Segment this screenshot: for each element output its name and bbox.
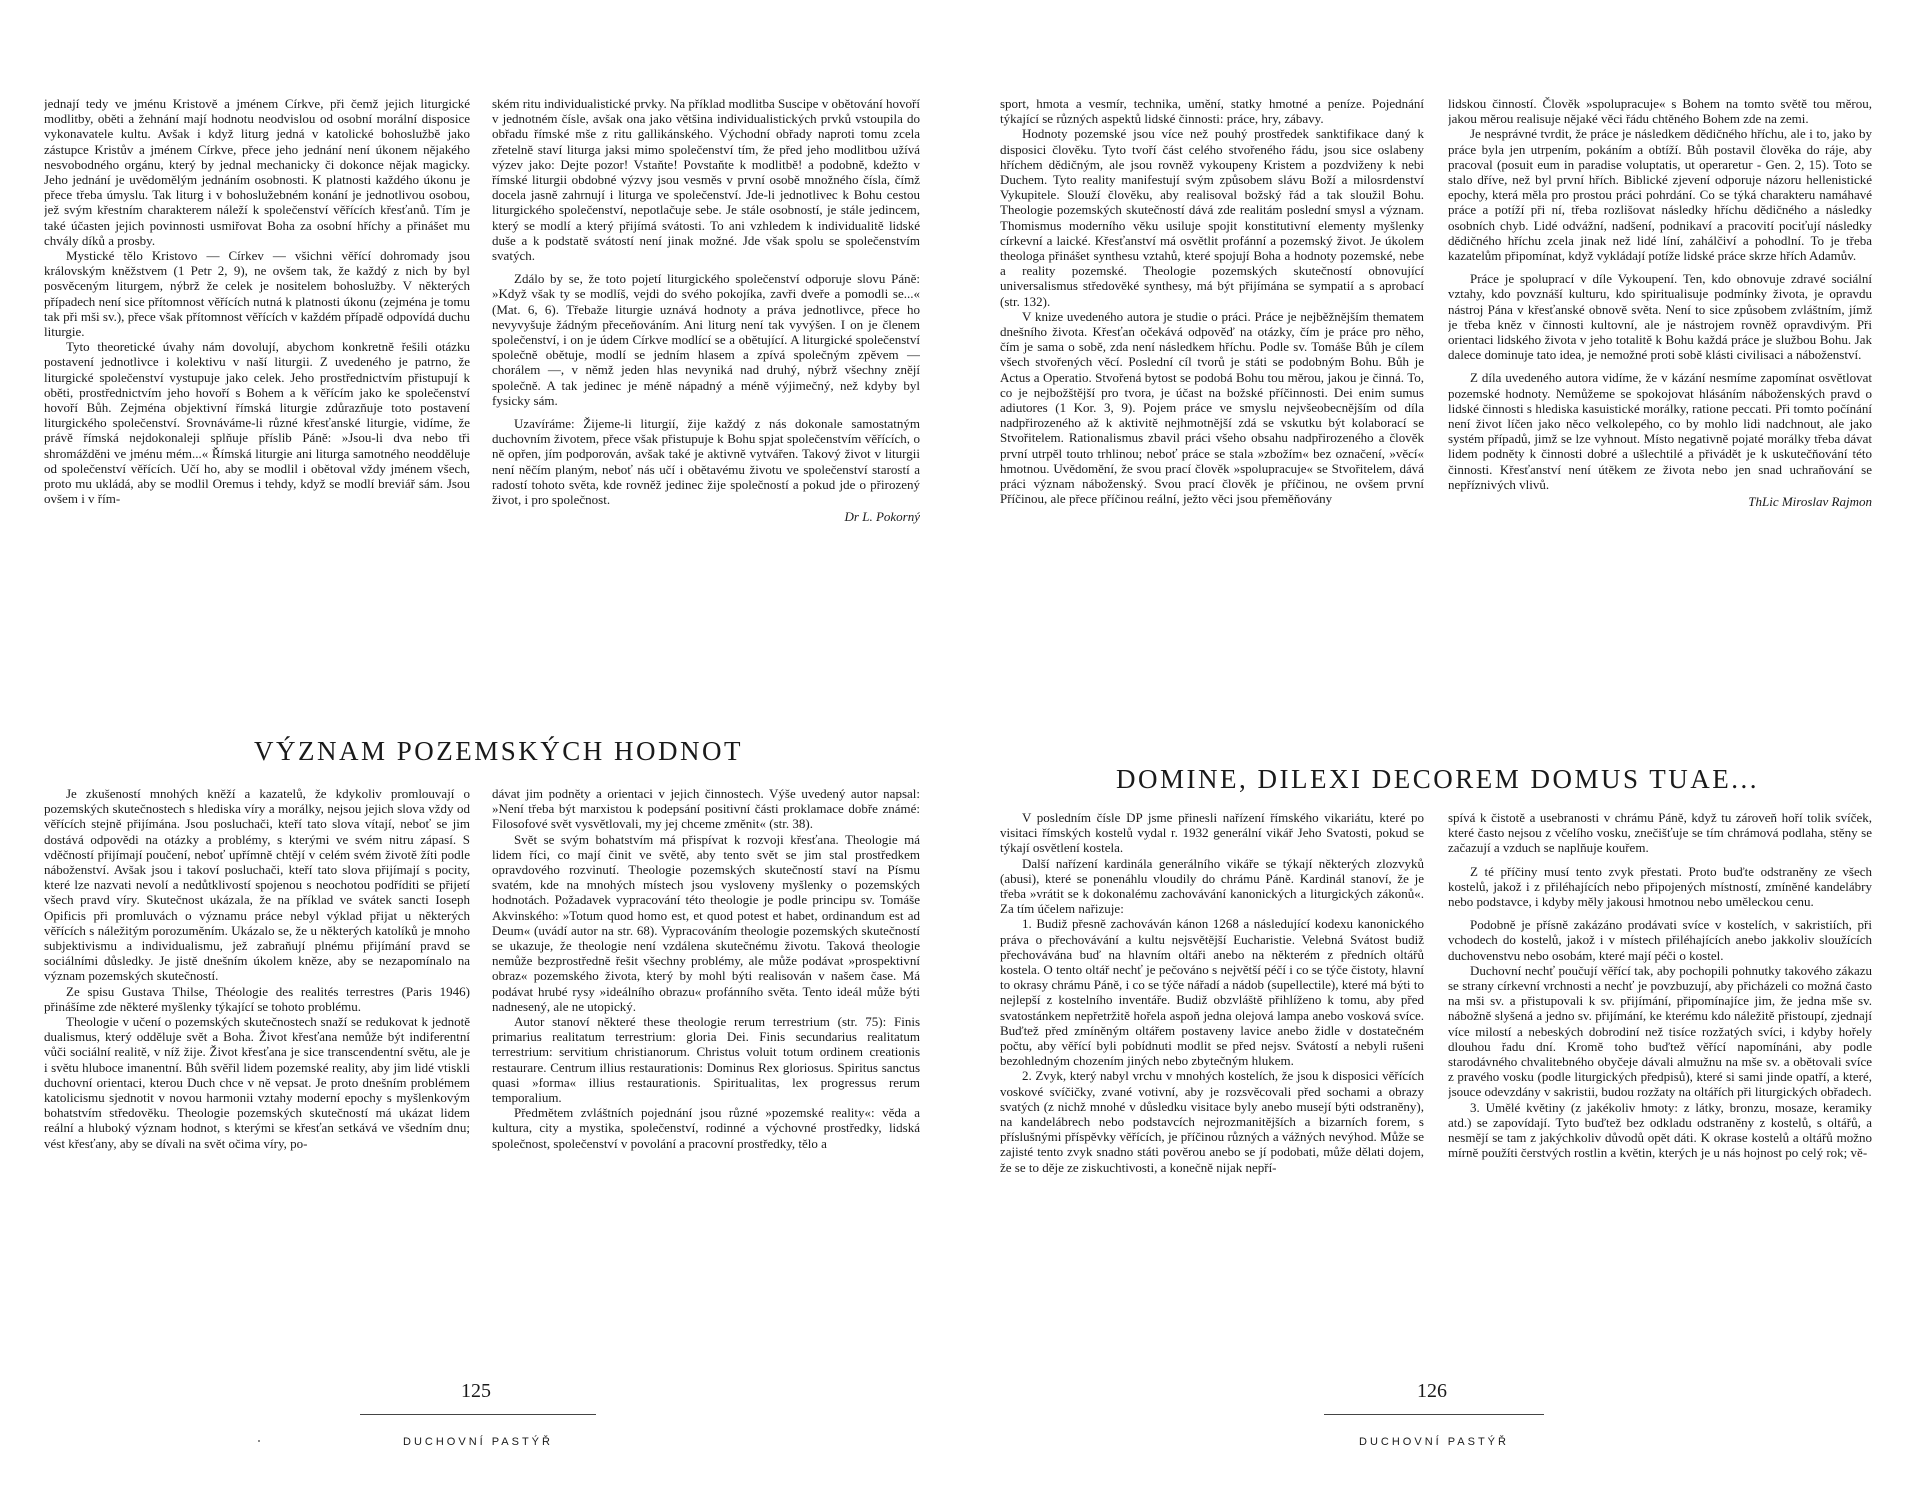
article-title: DOMINE, DILEXI DECOREM DOMUS TUAE... bbox=[1116, 764, 1759, 794]
article-title: VÝZNAM POZEMSKÝCH HODNOT bbox=[254, 736, 744, 766]
paragraph: V knize uvedeného autora je studie o práci. Práce je nejběžnějším thematem dnešního života. Křesťan očekává odpověď na otázky, čím je práce pro něho, čím je sama o sobě, zda není následkem hříchu. Podle sv. Tomáše Bůh je cílem všech stvořených věcí. Poslední cíl tvorů je státi se podobným Bohu. Bůh je Actus a Operatio. Stvořená bytost se podobá Bohu tou měrou, jakou je činná. To, co je nejbožštější pro tvora, je účast na božské příčinnosti. Dei enim sumus adiutores (1 Kor. 3, 9). Pojem práce ve smyslu nejvšeobecnějším od díla nadpřirozeného až k aktivitě nejhmotnější zdá se vskutku být kolaborací se Stvořitelem. Rationalismus zbavil práci všeho obsahu nadpřirozeného a člověk první utrpěl touto trhlinou; neboť práce se stala »zbožím« bez označení, »věcí« hmotnou. Uvědomění, že svou prací člověk »spolupracuje« se Stvořitelem, dává práci význam náboženský. Svou prací člověk je příčinou, ne ovšem první Příčinou, ale přece příčinou reální, ježto věci jsou přeměňovány bbox=[1000, 308, 1424, 507]
paragraph: spívá k čistotě a usebranosti v chrámu Páně, když tu zároveň hoří tolik svíček, které často nejsou z včelího vosku, znečišťuje se tím chrámová podlaha, stěny se začazují a vzduch se naplňuje kouřem. bbox=[1448, 810, 1872, 856]
paragraph: lidskou činností. Člověk »spolupracuje« s Bohem na tomto světě tou měrou, jakou měrou realisuje nějaké věci řádu chtěného Bohem zde na zemi. bbox=[1448, 96, 1872, 127]
author-signature: ThLic Miroslav Rajmon bbox=[1748, 494, 1872, 510]
paragraph: Je zkušeností mnohých kněží a kazatelů, že kdykoliv promlouvají o pozemských skutečnostech s hlediska víry a morálky, nejsou jejich slova vždy od věřících stejně přijímána. Jsou posluchači, kteří tato slova vítají, neboť se jim dostává odpovědi na otázky a problémy, s kterými ve svém nitru zápasí. S vděčností přijímají poučení, neboť upřímně chtějí v celém svém životě žíti podle náboženství. Avšak jsou i takoví posluchači, kteří tato slova přijímají s pocity, které lze nazvati nevolí a nedůtklivostí spojenou s neochotou podříditi se přijetí všech pravd víry. Skutečnost ukázala, že na příklad ve svátek sancti Ioseph Opificis při promluvách o významu práce nebyl výklad přijat u některých věřících s náležitým porozuměním. Ukázalo se, že u některých katolíků je mnoho subjektivismu a individualismu, jež zabraňují plnému přijímání pravd se sociálními důsledky. Je jistě dnešním úkolem kněze, aby se nezapomínalo na význam pozemských skutečností. bbox=[44, 786, 470, 984]
paragraph: Hodnoty pozemské jsou více než pouhý prostředek sanktifikace daný k disposici člověku. Tyto tvoří část celého stvořeného řádu, jsou sice oslabeny hříchem dědičným, ale jsou rovněž vykoupeny Kristem a pozdviženy k nebi Duchem. Tyto reality manifestují svým způsobem slávu Boží a milosrdenství Vykupitele. Slouží člověku, aby realisoval božský řád a tak sloužil Bohu. Theologie pozemských skutečností dává zde realitám poslední smysl a význam. Thomismus moderního věku usiluje spojit konstitutivní elementy myšlenky církevní a laické. Křesťanství má osvětlit profánní a pozemský život. Je úkolem theologa přinášet synthesu vztahů, které spojují Boha a hodnoty pozemské, nebe a reality pozemské. Theologie pozemských skutečností obnovující universalismus středověké synthesy, má být přijímána se sympatií a s aprobací (str. 132). bbox=[1000, 126, 1424, 309]
paragraph: Z té příčiny musí tento zvyk přestati. Proto buďte odstraněny ze všech kostelů, jakož i z přiléhajících nebo připojených místností, zmíněné kandelábry nebo podstavce, i kdyby měly jakousi hmotnou nebo uměleckou cenu. bbox=[1448, 863, 1872, 910]
journal-name: DUCHOVNÍ PASTÝŘ bbox=[403, 1436, 553, 1448]
paragraph: Mystické tělo Kristovo — Církev — všichni věřící dohromady jsou královským kněžstvem (1 Petr 2, 9), ne ovšem tak, že každý z nich by byl posvěceným liturgem, nýbrž že celek je nositelem bohoslužby. V některých případech není sice přítomnost věřících nutná k platnosti úkonu (zejména je tomu tak při mši sv.), přece však přítomnost věřících v každém případě odpovídá duchu liturgie. bbox=[44, 248, 470, 340]
paragraph: Z díla uvedeného autora vidíme, že v kázání nesmíme zapomínat osvětlovat pozemské hodnoty. Nemůžeme se spokojovat hlásáním náboženských pravd o lidské činnosti s hlediska kasuistické morálky, ratione peccati. Při tomto počínání není život líčen jako něco velkolepého, co by mohlo lidi nadchnout, ale jako systém případů, jimž se lze vyhnout. Místo negativně pojaté morálky třeba dávat lidem podněty k činnosti dobré a ušlechtilé a přivádět je k uskutečňování této činnosti. Křesťanství není útěkem ze života nebo jen snad uchraňování se nepříznivých vlivů. bbox=[1448, 370, 1872, 492]
paragraph: ském ritu individualistické prvky. Na příklad modlitba Suscipe v obětování hovoří v jednotném čísle, avšak ona jako většina individualistických prvků vstoupila do obřadu římské mše z ritu gallikánského. Východní obřady naproti tomu zcela zřetelně staví liturga jaksi mimo společenství tím, že před jeho modlitbou užívá výzev jako: Dejte pozor! Vstaňte! Povstaňte k modlitbě! a podobně, kdežto v římské liturgii obdobné výzvy jsou vesměs v první osobě množného čísla, čímž docela jasně zahrnují i liturga ve společenství. Jde-li jednotlivec k Bohu cestou liturgického společenství, nepotlačuje sebe. Je stále osobností, je stále jedincem, který se modlí a který přijímá svátosti. To ani vzhledem k individualitě lidské duše a k podstatě svátostí není jinak možné. Jde však spolu se společenstvím svatých. bbox=[492, 96, 920, 264]
paragraph: V posledním čísle DP jsme přinesli nařízení římského vikariátu, které po visitaci římských kostelů vydal r. 1932 generální vikář Jeho Svatosti, pokud se týkají osvětlení kostela. bbox=[1000, 810, 1424, 856]
paragraph: Podobně je přísně zakázáno prodávati svíce v kostelích, v sakristiích, při vchodech do kostelů, jakož i v místech přiléhajících anebo jakkoliv sloužících duchovenstvu nebo osobám, které mají péči o kostel. bbox=[1448, 917, 1872, 963]
journal-name: DUCHOVNÍ PASTÝŘ bbox=[1359, 1436, 1509, 1448]
right-col1-bottom bbox=[1000, 810, 1424, 1376]
paragraph: 3. Umělé květiny (z jakékoliv hmoty: z látky, bronzu, mosaze, keramiky atd.) se zapovídají. Tyto buďtež bez odkladu odstraněny z kostelů, s oltářů, a nesmějí se tam z jakýchkoliv důvodů opět dáti. K okrase kostelů a oltářů možno mírně použíti čerstvých rostlin a květin, kterých je u nás hojnost po celý rok; vě- bbox=[1448, 1099, 1872, 1161]
paragraph: sport, hmota a vesmír, technika, umění, statky hmotné a peníze. Pojednání týkající se různých aspektů lidské činnosti: práce, hry, zábavy. bbox=[1000, 96, 1424, 127]
left-col1-bottom bbox=[44, 786, 470, 1374]
scan-speck bbox=[258, 1440, 260, 1442]
page-number: 125 bbox=[461, 1380, 491, 1402]
paragraph: Svět se svým bohatstvím má přispívat k rozvoji křesťana. Theologie má lidem říci, co mají činit ve světě, aby tento svět se jim stal prostředkem opravdového rozvinutí. Theologie pozemských skutečností staví na Písmu svatém, kde na mnohých místech jsou vysloveny myšlenky o pozemských hodnotách. Požadavek vypracování této theologie je podle principu sv. Tomáše Akvinského: »Totum quod homo est, et quod potest et habet, ordinandum est ad Deum« (uvádí autor na str. 68). Vypracováním theologie pozemských skutečností se ukazuje, že theologie není vzdálena skutečnému životu. Taková theologie nemůže bezprostředně řešit všechny problémy, ale může podávat »prospektivní obraz« pozemského života, který by mohl býti realisován v našem čase. Má podávat hrubé rysy »ideálního obrazu« profánního světa. Tento ideál může býti nadnesený, ale ne utopický. bbox=[492, 831, 920, 1014]
paragraph: Předmětem zvláštních pojednání jsou různé »pozemské reality«: věda a kultura, city a mystika, společenství, rodinné a výchovné prostředky, lidská společnost, společenství v povolání a pracovní prostředky, tělo a bbox=[492, 1105, 920, 1151]
left-col1-top bbox=[44, 96, 470, 702]
author-signature: Dr L. Pokorný bbox=[844, 509, 920, 525]
paragraph: Další nařízení kardinála generálního vikáře se týkají některých zlozvyků (abusi), které se ponenáhlu vloudily do chrámu Páně. Kardinál stanoví, že je třeba »vrátit se k dokonalému zachovávání kanonických a liturgických zákonů«. Za tím účelem nařizuje: bbox=[1000, 855, 1424, 917]
right-col1-top bbox=[1000, 96, 1424, 710]
footer-rule bbox=[1324, 1414, 1544, 1415]
right-col2-bottom bbox=[1448, 810, 1872, 1376]
paragraph: Duchovní nechť poučují věřící tak, aby pochopili pohnutky takového zákazu se strany církevní vrchnosti a nechť je povzbuzují, aby přicházeli co možná často na mši sv. a přistupovali k sv. přijímání, připomínajíce jim, že jedna mše sv. nábožně slyšená a jedno sv. přijímání, ke kterému kdo náležitě přistoupí, zjednají více milostí a nebeských dobrodiní než tisíce rozžatých svíci, i kdyby hořely dlouhou řadu dní. Kromě toho buďtež věřící napomínáni, aby podle starodávného chvalitebného obyčeje dávali almužnu na mše sv. a obětovali svíce z pravého vosku (podle liturgických předpisů), které si sami jinde opatří, a které, jsouce odevzdány v sakristii, budou rozžaty na oltářích při liturgických obřadech. bbox=[1448, 962, 1872, 1100]
paragraph: Zdálo by se, že toto pojetí liturgického společenství odporuje slovu Páně: »Když však ty se modlíš, vejdi do svého pokojíka, zavři dveře a pomodli se...« (Mat. 6, 6). Třebaže liturgie uznává hodnoty a práva jednotlivce, přece ho nevyvyšuje žádným přeceňováním. Ani liturg není tak vyvýšen. I on je členem společenství, i on je údem Církve modlící se a obětující. A liturgické společenství společně obětuje, modlí se jedním hlasem a zpívá společným zpěvem — chorálem —, v němž jeden hlas nevyniká nad druhý, nýbrž všechny znějí společně. A tak jedinec je méně nápadný a méně výjimečný, než kdyby byl fysicky sám. bbox=[492, 271, 920, 408]
paragraph: Tyto theoretické úvahy nám dovolují, abychom konkretně řešili otázku postavení jednotlivce i kolektivu v naší liturgii. Z uvedeného je patrno, že liturgické společenství vystupuje jako celek. Jeho prostřednictvím přistupují k oběti, prostřednictvím jeho hovoří s Bohem a k věřícím jako ke společenství hovoří Bůh. Zejména objektivní římská liturgie zdůrazňuje toto postavení liturgického společenství. Srovnáváme-li různé křesťanské liturgie, vidíme, že právě římská nejdokonaleji splňuje příslib Páně: »Jsou-li dva nebo tři shromážděni ve jménu mém...« Římská liturgie ani liturga samotného neodděluje od společenství věřících. Učí ho, aby se modlil i obětoval vždy jménem všech, proto mu ukládá, aby se modlil Oremus i tehdy, když se modlí breviář sám. Jsou ovšem i v řím- bbox=[44, 339, 470, 507]
left-col2-top bbox=[492, 96, 920, 702]
paragraph: dávat jim podněty a orientaci v jejich činnostech. Výše uvedený autor napsal: »Není třeba být marxistou k podepsání positivní části proklamace dobře známé: Filosofové svět vysvětlovali, my jej chceme změnit« (str. 38). bbox=[492, 786, 920, 832]
paragraph: Ze spisu Gustava Thilse, Théologie des realités terrestres (Paris 1946) přinášíme zde některé myšlenky týkající se tohoto problému. bbox=[44, 983, 470, 1014]
paragraph: Theologie v učení o pozemských skutečnostech snaží se redukovat k jednotě dualismus, který odděluje svět a Boha. Život křesťana nemůže být indiferentní vůči sociální realitě, v níž žije. Život křesťana je sice transcendentní světu, ale je i světu hluboce imanentní. Bůh svěřil lidem pozemské reality, aby jim lidé vtiskli duchovní orientaci, kterou Duch chce v ně vepsat. Je proto dnešním problémem katolicismu sjednotit v novou harmonii vztahy moderní epochy s myšlenkovým bohatstvím středověku. Theologie pozemských skutečností má ukázat lidem reální a hluboký význam hodnot, s kterými se křesťan setkává ve všedním dnu; vést křesťany, aby se dívali na svět očima víry, po- bbox=[44, 1014, 470, 1151]
paragraph: Je nesprávné tvrdit, že práce je následkem dědičného hříchu, ale i to, jako by práce byla jen utrpením, pokáním a obtíží. Bůh postavil člověka do ráje, aby pracoval (posuit eum in paradise voluptatis, ut operaretur - Gen. 2, 15). Toto se stalo dříve, než byl první hřích. Biblické zjevení odporuje názoru hellenistické epochy, která měla pro prostou práci pohrdání. Co se týká charakteru namáhavé práce a potíží při ní, třeba rozlišovat následky hříchu dědičného a následky osobních chyb. Lidé odvážní, nadšení, podnikaví a pracovití pociťují následky dědičného hříchu zcela jinak než lidé líní, zahálčiví a pohodlní. To je třeba kazatelům připomínat, když vykládají potíže lidské práce skrze hřích Adamův. bbox=[1448, 126, 1872, 264]
right-col2-top bbox=[1448, 96, 1872, 710]
paragraph: jednají tedy ve jménu Kristově a jménem Církve, při čemž jejich liturgické modlitby, oběti a žehnání mají hodnotu neodvislou od osobní morální disposice vykonavatele kultu. Avšak i když liturg jedná v katolické bohoslužbě jako zástupce Kristův a jménem Církve, přece jeho jednání není úkonem nějakého nesvobodného orgánu, který by jednal mechanicky či dokonce nějak magicky. Jeho jednání je uvědomělým jednáním osobnosti. K platnosti každého úkonu je přece třeba úmyslu. Tak liturg i v bohoslužebném konání je jednotlivou osobou, jež svým křestním charakterem náleží k společenství věřících křesťanů. Tím je také účasten jejich povinnosti usmiřovat Boha za osobní hříchy a přinášet mu chvály díků a prosby. bbox=[44, 96, 470, 248]
paragraph: Práce je spoluprací v díle Vykoupení. Ten, kdo obnovuje zdravé sociální vztahy, kdo povznáší kulturu, kdo spiritualisuje podmínky života, je opravdu nástroj Pána v křesťanské obnově světa. Není to sice způsobem zvláštním, jímž je třeba kněz v činnosti kultovní, ale je nástrojem rovněž opravdivým. Při orientaci lidského života v jeho totalitě k Bohu každá práce je službou Bohu. Jak dalece dominuje tato idea, je nemožné proti sobě klásti civilisaci a náboženství. bbox=[1448, 271, 1872, 363]
paragraph: Autor stanoví některé these theologie rerum terrestrium (str. 75): Finis primarius realitatum terrestrium: gloria Dei. Finis secundarius realitatum terrestrium: servitium christianorum. Christus voluit totum ordinem creationis restaurare. Centrum illius restaurationis: Dominus Rex gloriosus. Spiritus sanctus quasi »forma« illius restaurationis. Spiritualitas, lex progressus rerum temporalium. bbox=[492, 1014, 920, 1106]
paragraph: 2. Zvyk, který nabyl vrchu v mnohých kostelích, že jsou k disposici věřících voskové svíčičky, zvané votivní, aby je rozsvěcovali před sochami a obrazy svatých (z nichž mnohé v důsledku visitace byly anebo musejí býti odstraněny), na kandelábrech nebo podstavcích nejrozmanitějších a bizarních forem, s příslušnými příspěvky věřících, je příčinou různých a vážných nevýhod. Může se zajisté tento zvyk snadno státi pověrou anebo se jí podobati, může dělati dojem, že se to děje ze ziskuchtivosti, a konečně nijak nepří- bbox=[1000, 1068, 1424, 1175]
left-col2-bottom bbox=[492, 786, 920, 1374]
right-page bbox=[954, 0, 1908, 1500]
footer-rule bbox=[360, 1414, 596, 1415]
paragraph: Uzavíráme: Žijeme-li liturgií, žije každý z nás dokonale samostatným duchovním životem, přece však přistupuje k Bohu spjat společenstvím věřících, o ně opřen, jím podporován, avšak také je aktivně vytvářen. Takový život v liturgii není něčím planým, neboť nás učí i obětavému životu ve společenství starostí a radostí tohoto světa, kde rovněž jedinec žije společností a pokud jde o přirozený život, i pro společnost. bbox=[492, 416, 920, 508]
page-number: 126 bbox=[1417, 1380, 1447, 1402]
paragraph: 1. Budiž přesně zachováván kánon 1268 a následující kodexu kanonického práva o přechovávání a kultu nejsvětější Eucharistie. Velebná Svátost budiž přechovávána buď na hlavním oltáři anebo na některém z předních oltářů kostela. O tento oltář nechť je pečováno s největší péčí i co se týče čistoty, hlavní to okrasy chrámu Páně, i co se týče nářadí a nádob (supellectile), které má býti to nejlepší z kostelního inventáře. Budiž obzvláště přihlíženo k tomu, aby před svatostánkem nepřetržitě hořela aspoň jedna olejová lampa anebo vosková svíce. Buďtež před zmíněným oltářem postaveny lavice anebo židle v dostatečném počtu, aby věřící byli pobídnuti modlit se před nejsv. Svátostí a nebyli rušeni bezohledným chozením jiných nebo zbytečným hlukem. bbox=[1000, 916, 1424, 1069]
